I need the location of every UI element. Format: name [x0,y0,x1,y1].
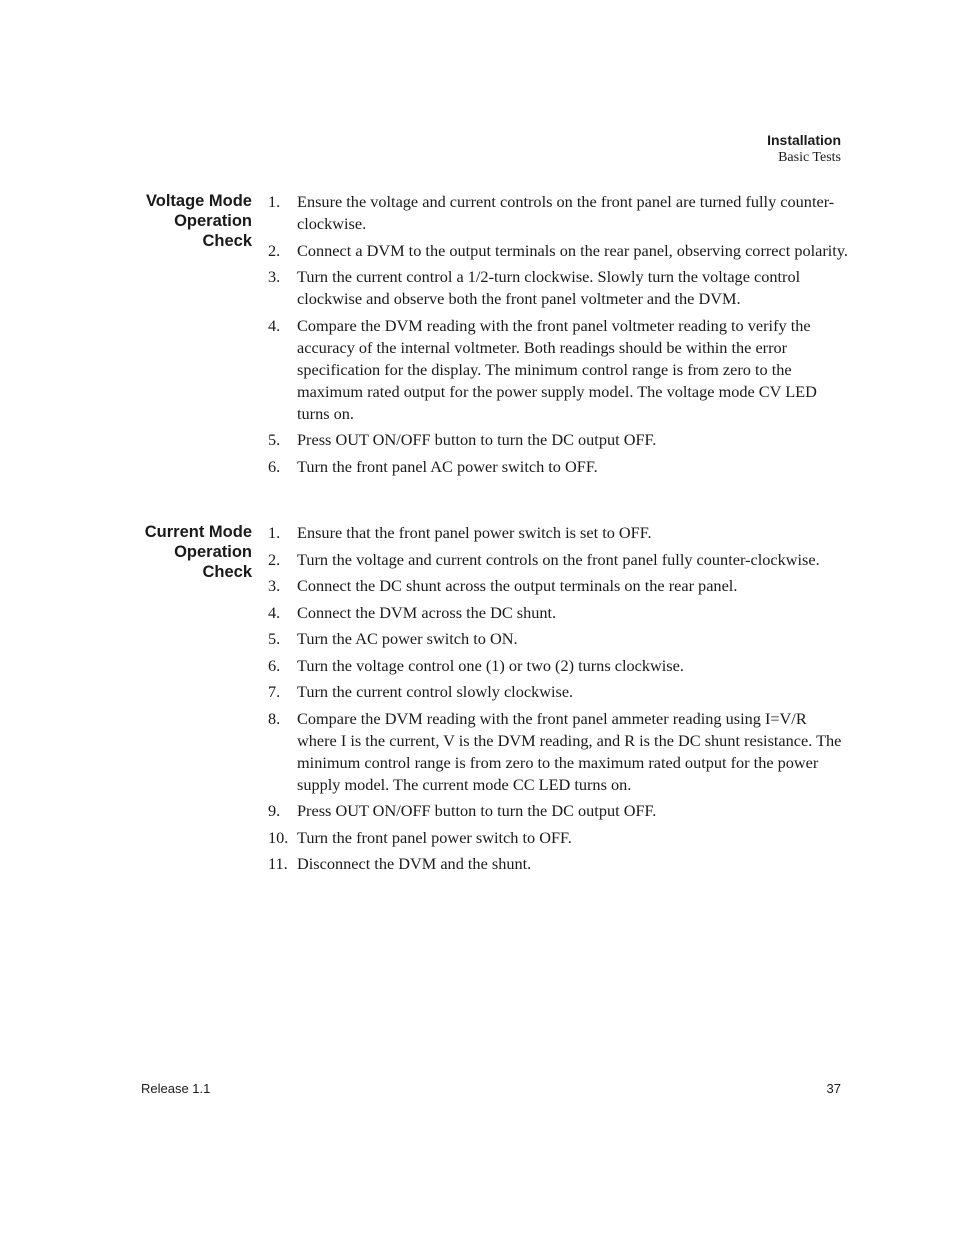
step-number: 3. [268,267,281,286]
footer-page-number: 37 [826,1081,841,1096]
step-item [268,429,848,451]
step-item [268,549,848,571]
header-chapter-title: Installation [767,132,841,148]
step-number: 4. [268,602,281,622]
voltage-mode-steps-list [268,191,848,482]
step-number: 10. [268,827,289,847]
footer-release: Release 1.1 [141,1081,211,1096]
step-text: Disconnect the DVM and the shunt. [297,854,532,873]
step-item [268,191,848,235]
step-number: 9. [268,801,281,820]
step-number: 6. [268,655,281,675]
step-number: 7. [268,682,281,701]
step-text: Press OUT ON/OFF button to turn the DC output OFF. [297,801,657,820]
step-text: Connect the DVM across the DC shunt. [297,602,557,622]
step-number: 2. [268,240,281,260]
step-item [268,315,848,425]
step-item [268,655,848,677]
step-number: 5. [268,430,281,449]
step-number: 2. [268,549,281,569]
step-text: Turn the voltage and current controls on the front panel fully counter-clockwise. [297,549,820,569]
heading-line: Voltage Mode [145,192,252,210]
step-item [268,708,848,796]
step-text: Turn the current control slowly clockwise. [297,682,574,701]
step-item [268,853,848,875]
step-item [268,681,848,703]
step-item [268,575,848,597]
step-item [268,800,848,822]
heading-line: Operation [174,543,252,561]
step-number: 3. [268,576,281,595]
step-number: 5. [268,629,281,648]
step-text: Connect a DVM to the output terminals on the rear panel, observing correct polarity. [297,240,848,260]
current-mode-check-heading [72,522,252,582]
step-number: 6. [268,456,281,476]
step-text: Ensure the voltage and current controls on the front panel are turned fully counter-clockwise. [297,192,835,233]
heading-line: Operation [174,212,252,230]
step-text: Ensure that the front panel power switch is set to OFF. [297,523,652,542]
step-text: Turn the AC power switch to ON. [297,629,518,648]
step-item [268,240,848,262]
step-number: 11. [268,854,288,873]
step-text: Turn the front panel power switch to OFF. [297,827,572,847]
heading-line: Current Mode [144,523,252,541]
voltage-mode-check-heading [72,191,252,251]
header-section-title: Basic Tests [778,150,841,165]
step-number: 1. [268,192,281,211]
current-mode-steps-list [268,522,848,880]
step-text: Turn the voltage control one (1) or two (2) turns clockwise. [297,655,684,675]
step-item [268,827,848,849]
step-text: Turn the front panel AC power switch to OFF. [297,456,598,476]
step-number: 8. [268,708,281,728]
step-item [268,456,848,478]
step-number: 1. [268,523,281,542]
heading-line: Check [202,563,252,581]
step-item [268,266,848,310]
running-header [767,131,841,167]
heading-line: Check [202,232,252,250]
step-item [268,522,848,544]
step-text: Compare the DVM reading with the front panel ammeter reading using I=V/R where I is the current, V is the DVM reading, and R is the DC shunt resistance. The minimum control range is from zero to the maximum rated output for the power supply model. The current mode CC LED turns on. [297,708,842,794]
step-number: 4. [268,315,281,335]
step-item [268,628,848,650]
step-text: Connect the DC shunt across the output terminals on the rear panel. [297,576,738,595]
step-text: Compare the DVM reading with the front panel voltmeter reading to verify the accuracy of the internal voltmeter. Both readings should be within the error specification for the display. The minimum control range is from zero to the maximum rated output for the power supply model. The voltage mode CV LED turns on. [297,315,817,423]
step-text: Turn the current control a 1/2-turn clockwise. Slowly turn the voltage control clockwise and observe both the front panel voltmeter and the DVM. [297,267,801,308]
step-item [268,602,848,624]
step-text: Press OUT ON/OFF button to turn the DC output OFF. [297,430,657,449]
